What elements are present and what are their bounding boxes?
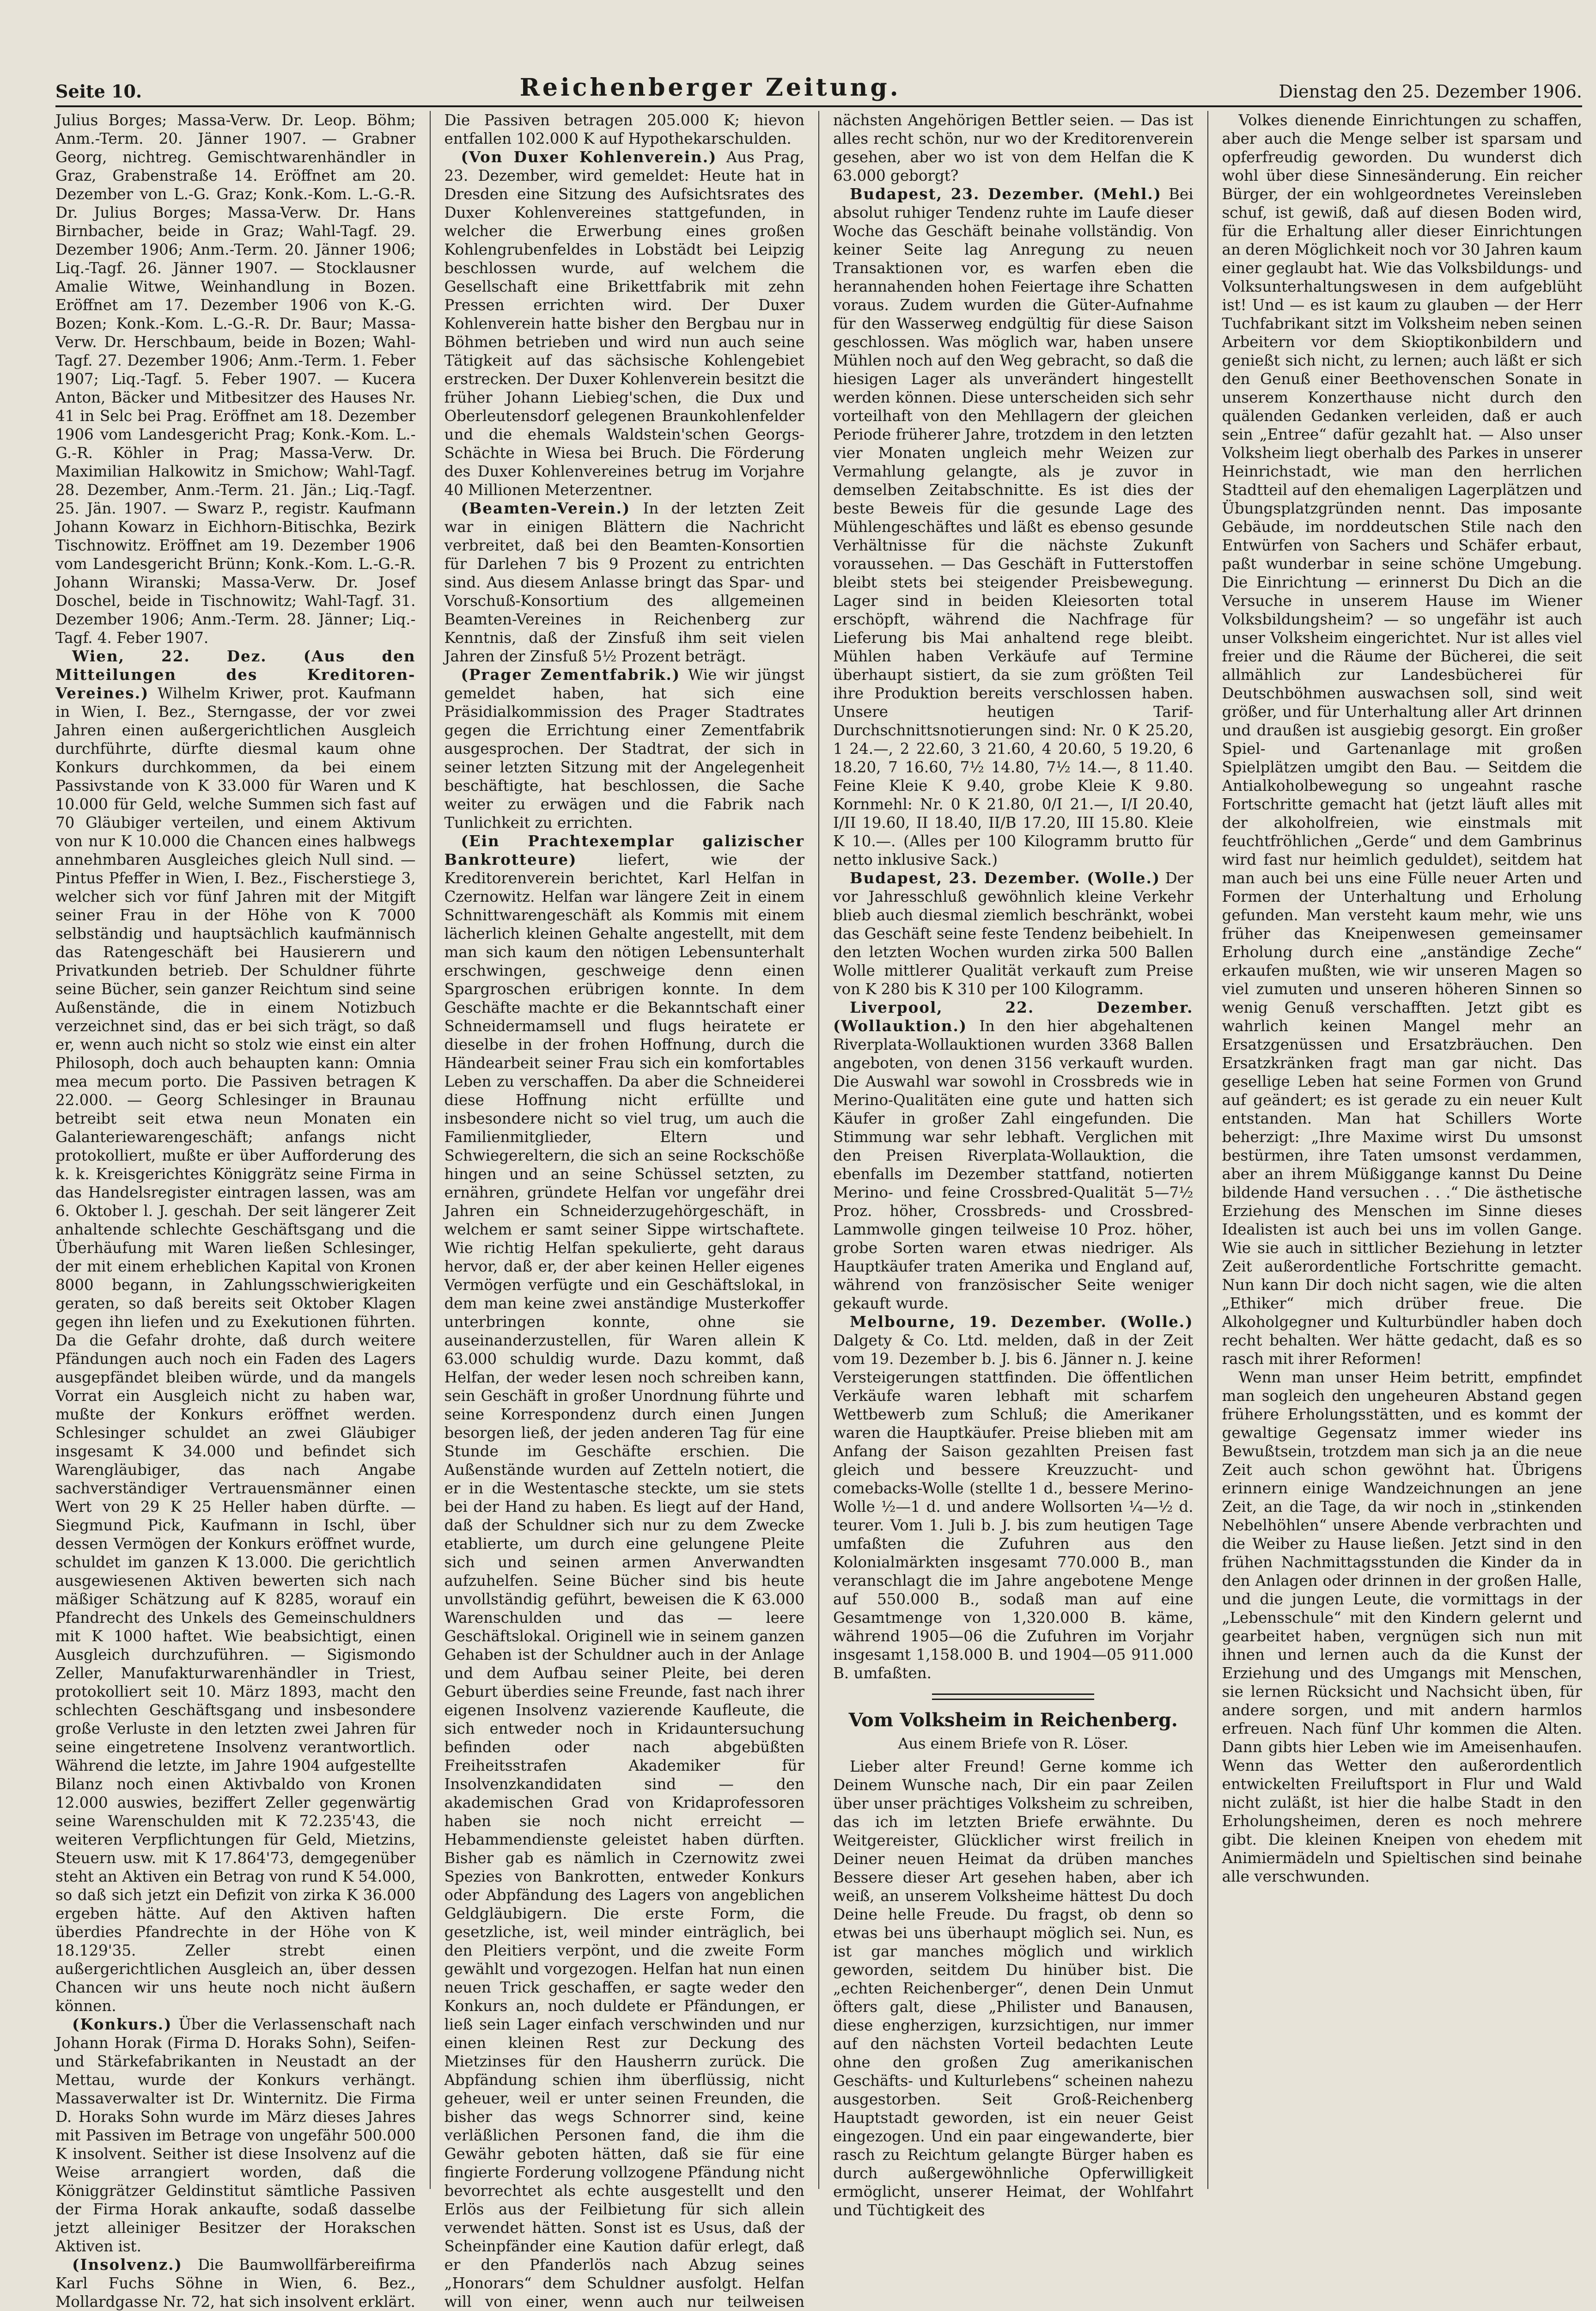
article-text: Aus Prag, 23. Dezember, wird gemeldet: Heute hat in Dresden eine Sitzung des Aufsichtsrates des Duxer Kohlenvereines stattgefunden, in welcher die Erwerbung eines großen Kohlengrubenfeldes in Lobstädt bei Leipzig beschlossen wurde, auf welchem die Gesellschaft eine Brikettfabrik mit zehn Pressen errichten wird. Der Duxer Kohlenverein hatte bisher den Bergbau nur in Böhmen betrieben und wird nun auch seine Tätigkeit auf das sächsische Kohlengebiet erstrecken. Der Duxer Kohlenverein besitzt die früher Johann Liebieg'schen, die Dux und Oberleutensdorf gelegenen Braunkohlenfelder und die ehemals Waldstein'schen Georgs-Schächte in Wiesa bei Bruch. Die Förderung des Duxer Kohlenvereines betrug im Vorjahre 40 Millionen Meterzentner. xyxy=(444,148,804,499)
article-paragraph xyxy=(55,2256,416,2311)
article-paragraph xyxy=(445,832,805,2311)
article-lead: Wien, 22. Dez. (Aus den Mitteilungen des Kreditoren-Vereines.) xyxy=(55,647,416,702)
article-text: Julius Borges; Massa-Verw. Dr. Leop. Böhm; Anm.-Term. 20. Jänner 1907. — Grabner Georg, nichtreg. Gemischtwarenhändler in Graz, Grabenstraße 14. Eröffnet am 20. Dezember von L.-G. Graz; Konk.-Kom. L.-G.-R. Dr. Julius Borges; Massa-Verw. Dr. Hans Birnbacher, beide in Graz; Wahl-Tagf. 29. Dezember 1906; Anm.-Term. 20. Jänner 1906; Liq.-Tagf. 26. Jänner 1907. — Stocklausner Amalie Witwe, Weinhandlung in Bozen. Eröffnet am 17. Dezember 1906 von K.-G. Bozen; Konk.-Kom. L.-G.-R. Dr. Baur; Massa-Verw. Dr. Herschbaum, beide in Bozen; Wahl-Tagf. 27. Dezember 1906; Anm.-Term. 1. Feber 1907; Liq.-Tagf. 5. Feber 1907. — Kucera Anton, Bäcker und Mitbesitzer des Hauses Nr. 41 in Selc bei Prag. Eröffnet am 18. Dezember 1906 vom Landesgericht Prag; Konk.-Kom. L.-G.-R. Köhler in Prag; Massa-Verw. Dr. Maximilian Halkowitz in Smichow; Wahl-Tagf. 28. Dezember, Anm.-Term. 21. Jän.; Liq.-Tagf. 25. Jän. 1907. — Swarz P., registr. Kaufmann Johann Kowarz in Eichhorn-Bitischka, Bezirk Tischnowitz. Eröffnet am 19. Dezember 1906 vom Landesgericht Brünn; Konk.-Kom. L.-G.-R. Johann Wiranski; Massa-Verw. Dr. Josef Doschel, beide in Tischnowitz; Wahl-Tagf. 31. Dezember 1906; Anm.-Term. 28. Jänner; Liq.-Tagf. 4. Feber 1907. xyxy=(55,111,416,647)
article-text: Lieber alter Freund! Gerne komme ich Deinem Wunsche nach, Dir ein paar Zeilen über unser prächtiges Volksheim zu schreiben, das ich im letzten Briefe erwähnte. Du Weitgereister, Glücklicher wirst freilich in Deiner neuen Heimat da drüben manches Bessere dieser Art gesehen haben, aber ich weiß, an unserem Volksheime hättest Du doch Deine helle Freude. Du fragst, ob denn so etwas bei uns überhaupt möglich sei. Nun, es ist gar manches möglich und wirklich geworden, seitdem Du hinüber bist. Die „echten Reichenberger“, denen Dein Unmut öfters galt, diese „Philister und Banausen, diese engherzigen, kurzsichtigen, nur immer auf den nächsten Vorteil bedachten Leute ohne den großen Zug amerikanischen Geschäfts- und Kulturlebens“ scheinen nahezu ausgestorben. Seit Groß-Reichenberg Hauptstadt geworden, ist ein neuer Geist eingezogen. Und ein paar eingewanderte, bier rasch zu Reichtum gelangte Bürger haben es durch außergewöhnliche Opferwilligkeit ermöglicht, unserer Heimat, der Wohlfahrt und Tüchtigkeit des xyxy=(833,1758,1194,2219)
article-lead: Liverpool, 22. Dezember. (Wollauktion.) xyxy=(833,998,1194,1035)
article-paragraph xyxy=(55,647,416,2015)
article-text: Wenn man unser Heim betritt, empfindet man sogleich den ungeheuren Abstand gegen frühere Erholungsstätten, und es kommt der gewaltige Gegensatz immer wieder ins Bewußtsein, trotzdem man sich ja an die neue Zeit auch schon gewöhnt hat. Übrigens erinnern einige Wandzeichnungen an jene Zeit, an die Tage, da wir noch in „stinkenden Nebelhöhlen“ unsere Abende verbrachten und die Weiber zu Hause ließen. Jetzt sind in den frühen Nachmittagsstunden die Kinder da in den Anlagen oder drinnen in der großen Halle, und die jungen Leute, die vormittags in der „Lebensschule“ mit den Kindern gelernt und gearbeitet haben, vergnügen sich nun mit ihnen und lernen auch da die Kunst der Erziehung und des Umgangs mit Menschen, sie lernen Rücksicht und Nachsicht üben, für andere sorgen, und mit andern harmlos erfreuen. Nach fünf Uhr kommen die Alten. Dann gibts hier Leben wie im Ameisenhaufen. Wenn das Wetter den außerordentlich entwickelten Freiluftsport in Flur und Wald nicht zuläßt, ist hier die halbe Stadt in den Erholungsheimen, deren es noch mehrere gibt. Die kleinen Kneipen von ehedem mit Animiermädeln und Spieltischen sind beinahe alle verschwunden. xyxy=(1222,1369,1582,1885)
newspaper-title: Reichenberger Zeitung. xyxy=(519,73,901,102)
article-lead: (Beamten-Verein.) xyxy=(461,499,631,517)
article-paragraph xyxy=(445,111,805,148)
column-1 xyxy=(55,111,430,2311)
column-4 xyxy=(1207,111,1583,2189)
page-number: Seite 10. xyxy=(55,81,142,102)
section-title: Vom Volksheim in Reichenberg. xyxy=(848,1709,1178,1731)
masthead xyxy=(55,69,1582,102)
article-paragraph xyxy=(833,869,1194,998)
column-3 xyxy=(818,111,1207,2219)
article-text: In den hier abgehaltenen Riverplata-Wollauktionen wurden 3368 Ballen angeboten, von denen 3156 verkauft wurden. Die Auswahl war sowohl in Crossbreds wie in Merino-Qualitäten eine gute und hatten sich Käufer in großer Zahl eingefunden. Die Stimmung war sehr lebhaft. Verglichen mit den Preisen Riverplata-Wollauktion, die ebenfalls im Dezember stattfand, notierten Merino- und feine Crossbred-Qualität 5—7½ Proz. höher, Crossbreds- und Crossbred-Lammwolle gingen teilweise 10 Proz. höher, grobe Sorten waren etwas niedriger. Als Hauptkäufer traten Amerika und England auf, während von französischer Seite weniger gekauft wurde. xyxy=(833,1017,1194,1312)
article-text: liefert, wie der Kreditorenverein berichtet, Karl Helfan in Czernowitz. Helfan war längere Zeit in einem Schnittwarengeschäft als Kommis mit einem lächerlich kleinen Gehalte angestellt, mit dem man sich kaum den nötigen Lebensunterhalt erschwingen, geschweige denn einen Spargroschen erübrigen konnte. In dem Geschäfte machte er die Bekanntschaft einer Schneidermamsell und flugs heiratete er dieselbe in der frohen Hoffnung, durch die Händearbeit seiner Frau sich ein komfortables Leben zu verschaffen. Da aber die Schneiderei diese Hoffnung nicht erfüllte und insbesondere nicht so viel trug, um auch die Familienmitglieder, Eltern und Schwiegereltern, die sich an seine Rockschöße hingen und an seine Schüssel setzten, zu ernähren, gründete Helfan vor ungefähr drei Jahren ein Schneiderzugehörgeschäft, in welchem er samt seiner Sippe wirtschaftete. Wie richtig Helfan spekulierte, geht daraus hervor, daß er, der aber keinen Heller eigenes Vermögen verfügte und ein Geschäftslokal, in dem man keine zwei anständige Musterkoffer unterbringen konnte, ohne sie auseinanderzustellen, für Waren allein K 63.000 schuldig wurde. Dazu kommt, daß Helfan, der weder lesen noch schreiben kann, sein Geschäft in großer Unordnung führte und seine Korrespondenz durch einen Jungen besorgen ließ, der jeden anderen Tag für eine Stunde im Geschäfte erschien. Die Außenstände wurden auf Zetteln notiert, die er in die Westentasche steckte, um sie stets bei der Hand zu haben. Es liegt auf der Hand, daß der Schuldner sich nur zu dem Zwecke etablierte, um durch eine gelungene Pleite sich und seinen armen Anverwandten aufzuhelfen. Seine Bücher sind bis heute unvollständig geführt, beweisen die K 63.000 Warenschulden und das — leere Geschäftslokal. Originell wie in seinem ganzen Gehaben ist der Schuldner auch in der Anlage und dem Aufbau seiner Pleite, bei deren Geburt überdies seine Freunde, fast nach ihrer eigenen Insolvenz vazierende Kaufleute, die sich entweder noch in Kridauntersuchung befinden oder nach abgebüßten Freiheitsstrafen Akademiker für Insolvenzkandidaten sind — den akademischen Grad von Kridaprofessoren haben sie noch nicht erreicht — Hebammendienste geleistet haben dürften. Bisher gab es nämlich in Czernowitz zwei Spezies von Bankrotten, entweder Konkurs oder Abpfändung des Lagers von angeblichen Geldgläubigern. Die erste Form, die gesetzliche, ist, weil minder einträglich, bei den Pleitiers verpönt, und die zweite Form gewählt und vorgezogen. Helfan hat nun einen neuen Trick geschaffen, er sagte weder den Konkurs an, noch duldete er Pfändungen, er ließ sein Lager einfach verschwinden und nur einen kleinen Rest zur Deckung des Mietzinses für den Hausherrn zurück. Die Abpfändung schien ihm überflüssig, nicht geheuer, weil er unter seinen Freunden, die bisher das wegs Schnorrer sind, keine verläßlichen Personen fand, die ihm die Gewähr geboten hätten, daß sie für eine fingierte Forderung vollzogene Pfändung nicht bevorrechtet als echte ausgestellt und den Erlös aus der Feilbietung für sich allein verwendet hätten. Sonst ist es Usus, daß der Scheinpfänder eine Kaution dafür erlegt, daß er den Pfanderlös nach Abzug seines „Honorars“ dem Schuldner ausfolgt. Helfan will von einer, wenn auch nur teilweisen xyxy=(444,851,804,2311)
article-text: Der vor Jahresschluß gewöhnlich kleine Verkehr blieb auch diesmal ziemlich beschränkt, wobei das Geschäft seine feste Tendenz beibehielt. In den letzten Wochen wurden zirka 500 Ballen Wolle mittlerer Qualität verkauft zum Preise von K 280 bis K 310 per 100 Kilogramm. xyxy=(833,869,1194,998)
columns xyxy=(55,111,1582,2311)
article-text: Bei absolut ruhiger Tendenz ruhte im Laufe dieser Woche das Geschäft beinahe vollständig. Von keiner Seite lag Anregung zu neuen Transaktionen vor, es warfen eben die herannahenden hohen Feiertage ihre Schatten voraus. Zudem wurden die Güter-Aufnahme für den Wasserweg endgültig für diese Saison geschlossen. Was möglich war, haben unsere Mühlen noch auf den Weg gebracht, so daß die hiesigen Lager als unverändert hingestellt werden können. Diese unterscheiden sich sehr vorteilhaft von den Mehllagern der gleichen Periode früherer Jahre, trotzdem in den letzten vier Monaten ungleich mehr Weizen zur Vermahlung gelangte, als je zuvor in demselben Zeitabschnitte. Es ist dies der beste Beweis für die gesunde Lage des Mühlengeschäftes und läßt es ebenso gesunde Verhältnisse für die nächste Zukunft voraussehen. — Das Geschäft in Futterstoffen bleibt stets bei steigender Preisbewegung. Lager sind in beiden Kleiesorten total erschöpft, während die Nachfrage für Lieferung bis Mai anhaltend rege bleibt. Mühlen haben Verkäufe auf Termine überhaupt sistiert, da sie zum größten Teil ihre Produktion bereits verschlossen haben. Unsere heutigen Tarif-Durchschnittsnotierungen sind: Nr. 0 K 25.20, 1 24.—, 2 22.60, 3 21.60, 4 20.60, 5 19.20, 6 18.20, 7 16.60, 7½ 14.80, 7½ 14.—, 8 11.40. Feine Kleie K 9.40, grobe Kleie K 9.80. Kornmehl: Nr. 0 K 21.80, 0/I 21.—, I/I 20.40, I/II 19.60, II 18.40, II/B 17.20, III 15.80. Kleie K 10.—. (Alles per 100 Kilogramm brutto für netto inklusive Sack.) xyxy=(833,185,1194,868)
section-divider xyxy=(932,1699,1094,1700)
article-text: In der letzten Zeit war in einigen Blättern die Nachricht verbreitet, daß bei den Beamten-Konsortien für Darlehen 7 bis 9 Prozent zu entrichten sind. Aus diesem Anlasse bringt das Spar- und Vorschuß-Konsortium des allgemeinen Beamten-Vereines in Reichenberg zur Kenntnis, daß der Zinsfuß ihm seit vielen Jahren der Zinsfuß 5½ Prozent beträgt. xyxy=(444,500,804,665)
section-subtitle: Aus einem Briefe von R. Löser. xyxy=(898,1735,1129,1752)
article-lead: Budapest, 23. Dezember. (Mehl.) xyxy=(850,185,1162,203)
article-lead: (Von Duxer Kohlenverein.) xyxy=(461,148,717,166)
article-lead: (Insolvenz.) xyxy=(72,2256,183,2274)
article-text: Über die Verlassenschaft nach Johann Horak (Firma D. Horaks Sohn), Seifen- und Stärkefabrikanten in Neustadt an der Mettau, wurde der Konkurs verhängt. Massaverwalter ist Dr. Winternitz. Die Firma D. Horaks Sohn wurde im März dieses Jahres mit Passiven im Betrage von ungefähr 500.000 K insolvent. Seither ist diese Insolvenz auf die Weise arrangiert worden, daß die Königgrätzer Geldinstitut sämtliche Passiven der Firma Horak ankaufte, sodaß dasselbe jetzt alleiniger Besitzer der Horakschen Aktiven ist. xyxy=(55,2016,416,2255)
article-text: nächsten Angehörigen Bettler seien. — Das ist alles recht schön, nur wo der Kreditorenverein gesehen, aber wo ist von dem Helfan die K 63.000 geborgt? xyxy=(833,111,1194,184)
article-paragraph xyxy=(1222,1368,1583,1886)
article-lead: (Ein Prachtexemplar galizischer Bankrotteure) xyxy=(444,832,804,868)
article-paragraph xyxy=(833,1313,1194,1682)
article-paragraph xyxy=(833,185,1194,869)
article-text: Dalgety & Co. Ltd. melden, daß in der Zeit vom 19. Dezember b. J. bis 6. Jänner n. J. keine Versteigerungen stattfinden. Die öffentlichen Verkäufe waren lebhaft mit scharfem Wettbewerb zum Schluß; die Amerikaner waren die Hauptkäufer. Preise blieben mit am Anfang der Saison gezahlten Preisen fast gleich und bessere Kreuzzucht- und comebacks-Wolle (stellte 1 d., bessere Merino-Wolle ½—1 d. und andere Wollsorten ¼—½ d. teurer. Vom 1. Juli b. J. bis zum heutigen Tage umfaßten die Zufuhren aus den Kolonialmärkten insgesamt 770.000 B., man veranschlagt die im Jahre angebotene Menge auf 550.000 B., sodaß man auf eine Gesamtmenge von 1,320.000 B. käme, während 1905—06 die Zufuhren im Vorjahr insgesamt 1,158.000 B. und 1904—05 911.000 B. umfaßten. xyxy=(833,1332,1194,1682)
article-lead: Budapest, 23. Dezember. (Wolle.) xyxy=(850,869,1161,887)
article-text: Volkes dienende Einrichtungen zu schaffen, aber auch die Menge selber ist sparsam und opferfreudig geworden. Du wunderst dich wohl über diese Sinnesänderung. Ein reicher Bürger, der ein wohlgeordnetes Vereinsleben schuf, ist gewiß, daß auf diesen Boden wird, für die Erhaltung aller dieser Einrichtungen an deren Möglichkeit noch vor 30 Jahren kaum einer geglaubt hat. Wie das Volksbildungs- und Volksunterhaltungswesen in dem aufgeblüht ist! Und — es ist kaum zu glauben — der Herr Tuchfabrikant sitzt im Volksheim neben seinen Arbeitern vor dem Skioptikonbildern und genießt sich nicht, zu lernen; auch läßt er sich den Genuß einer Beethovenschen Sonate in unserem Konzerthause nicht durch den quälenden Gedanken verleiden, daß er auch sein „Entree“ dafür gezahlt hat. — Also unser Volksheim liegt oberhalb des Parkes in unserer Heinrichstadt, wie man den herrlichen Stadtteil auf den ehemaligen Lagerplätzen und Übungsplatzgründen nennt. Das imposante Gebäude, im norddeutschen Stile nach den Entwürfen von Sachers und Schäfer erbaut, paßt wunderbar in seine schöne Umgebung. Die Einrichtung — erinnerst Du Dich an die Versuche in unserem Hause im Wiener Volksbildungsheim? — so ungefähr ist auch unser Volksheim eingerichtet. Nur ist alles viel freier und die Räume der Bücherei, die seit allmählich zur Landesbücherei für Deutschböhmen auswachsen soll, sind weit größer, und für Unterhaltung aller Art drinnen und draußen ist ausgiebig gesorgt. Ein großer Spiel- und Gartenanlage mit großen Spielplätzen umgibt den Bau. — Seitdem die Antialkoholbewegung so ungeahnt rasche Fortschritte gemacht hat (jetzt läuft alles mit der alkoholfreien, wie einstmals mit feuchtfröhlichen „Gerde“ und dem Gambrinus wird fast nur heimlich geduldet), seitdem hat man auch bei uns eine Fülle neuer Arten und Formen der Unterhaltung und Erholung gefunden. Man versteht kaum mehr, wie uns früher das Kneipenwesen gemeinsamer Erholung durch eine „anständige Zeche“ erkaufen mußten, wie wir unseren Magen so viel zumuten und unseren höheren Sinnen so wenig Genuß verschafften. Jetzt gibt es wahrlich keinen Mangel mehr an Ersatzgenüssen und Ersatzbräuchen. Den Ersatzkränken fragt man gar nicht. Das gesellige Leben hat seine Formen von Grund auf geändert; es ist gerade zu ein neuer Kult entstanden. Man hat Schillers Worte beherzigt: „Ihre Maxime wirst Du umsonst bestürmen, ihre Taten umsonst verdammen, aber an ihrem Müßiggange kannst Du Deine bildende Hand versuchen . . .“ Die ästhetische Erziehung des Menschen im Sinne dieses Idealisten ist auch bei uns im vollen Gange. Wie sie auch in sittlicher Beziehung in letzter Zeit außerordentliche Fortschritte gemacht. Nun kann Dir doch nicht sagen, wie die alten „Ethiker“ mich drüber freue. Die Alkoholgegner und Kulturbündler haben doch recht behalten. Wer hätte gedacht, daß es so rasch mit ihrer Reformen! xyxy=(1222,111,1582,1368)
article-paragraph xyxy=(55,2015,416,2256)
article-paragraph xyxy=(833,111,1194,185)
masthead-rule xyxy=(55,105,1582,107)
article-text: Die Baumwollfärbereifirma Karl Fuchs Söhne in Wien, 6. Bez., Mollardgasse Nr. 72, hat sich insolvent erklärt. xyxy=(55,2256,416,2311)
article-paragraph xyxy=(445,666,805,832)
article-paragraph xyxy=(445,148,805,499)
section-divider xyxy=(932,1694,1094,1695)
article-paragraph xyxy=(445,499,805,666)
article-paragraph xyxy=(833,998,1194,1313)
article-lead: (Prager Zementfabrik.) xyxy=(461,666,681,684)
article-text: Die Passiven betragen 205.000 K; hievon entfallen 102.000 K auf Hypothekarschulden. xyxy=(444,111,804,147)
article-lead: Melbourne, 19. Dezember. (Wolle.) xyxy=(850,1313,1194,1331)
article-text: Wie wir jüngst gemeldet haben, hat sich eine Präsidialkommission des Prager Stadtrates gegen die Errichtung einer Zementfabrik ausgesprochen. Der Stadtrat, der sich in seiner letzten Sitzung mit der Angelegenheit beschäftigte, hat beschlossen, die Sache weiter zu erwägen und die Fabrik nach Tunlichkeit zu errichten. xyxy=(444,666,805,831)
issue-date: Dienstag den 25. Dezember 1906. xyxy=(1279,81,1582,102)
article-paragraph xyxy=(55,111,416,647)
article-paragraph xyxy=(833,1757,1194,2219)
article-lead: (Konkurs.) xyxy=(72,2015,172,2033)
column-2 xyxy=(430,111,819,2311)
article-text: Wilhelm Kriwer, prot. Kaufmann in Wien, I. Bez., Sterngasse, der vor zwei Jahren einen außergerichtlichen Ausgleich durchführte, dürfte diesmal kaum ohne Konkurs durchkommen, da bei einem Passivstande von K 33.000 für Waren und K 10.000 für Geld, welche Summen sich fast auf 70 Gläubiger verteilen, und einem Aktivum von nur K 10.000 die Chancen eines halbwegs annehmbaren Ausgleiches gleich Null sind. — Pintus Pfeffer in Wien, I. Bez., Fischerstiege 3, welcher sich vor fünf Jahren mit der Mitgift seiner Frau in der Höhe von K 7000 selbständig und hauptsächlich kaufmännisch das Ratengeschäft bei Hausierern und Privatkunden betrieb. Der Schuldner führte seine Bücher, sein ganzer Reichtum sind seine Außenstände, die in einem Notizbuch verzeichnet sind, das er bei sich trägt, so daß er, wenn auch nicht so stolz wie einst ein alter Philosoph, doch auch behaupten kann: Omnia mea mecum porto. Die Passiven betragen K 22.000. — Georg Schlesinger in Braunau betreibt seit etwa neun Monaten ein Galanteriewarengeschäft; anfangs nicht protokolliert, mußte er über Aufforderung des k. k. Kreisgerichtes Königgrätz seine Firma in das Handelsregister eintragen lassen, was am 6. Oktober l. J. geschah. Der seit längerer Zeit anhaltende schlechte Geschäftsgang und die Überhäufung mit Waren ließen Schlesinger, der mit einem erheblichen Kapital von Kronen 8000 begann, in Zahlungsschwierigkeiten geraten, so daß bereits seit Oktober Klagen gegen ihn liefen und zu Exekutionen führten. Da die Gefahr drohte, daß durch weitere Pfändungen auch noch ein Faden des Lagers ausgepfändet bleiben würde, und da mangels Vorrat ein Ausgleich nicht zu haben war, mußte der Konkurs eröffnet werden. Schlesinger schuldet an zwei Gläubiger insgesamt K 34.000 und befindet sich Warengläubiger, das nach Angabe sachverständiger Vertrauensmänner einen Wert von 29 K 25 Heller haben dürfte. — Siegmund Pick, Kaufmann in Ischl, über dessen Vermögen der Konkurs eröffnet wurde, schuldet im ganzen K 13.000. Die gerichtlich ausgewiesenen Aktiven bewerten sich nach mäßiger Schätzung auf K 8285, worauf ein Pfandrecht des Unkels des Gemeinschuldners mit K 1000 haftet. Wie beabsichtigt, einen Ausgleich durchzuführen. — Sigismondo Zeller, Manufakturwarenhändler in Triest, protokolliert seit 10. März 1893, macht den schlechten Geschäftsgang und insbesondere große Verluste in den letzten zwei Jahren für seine eingetretene Insolvenz verantwortlich. Während die letzte, im Jahre 1904 aufgestellte Bilanz noch einen Aktivbaldo von Kronen 12.000 auswies, beziffert Zeller gegenwärtig seine Warenschulden mit K 72.235'43, die weiteren Verpflichtungen für Geld, Mietzins, Steuern usw. mit K 17.864'73, demgegenüber steht an Aktiven ein Betrag von rund K 54.000, so daß sich jetzt ein Defizit von zirka K 36.000 ergeben hätte. Auf den Aktiven haften überdies Pfandrechte in der Höhe von K 18.129'35. Zeller strebt einen außergerichtlichen Ausgleich an, über dessen Chancen wir uns heute noch nicht äußern können. xyxy=(55,685,416,2015)
article-paragraph xyxy=(1222,111,1583,1368)
